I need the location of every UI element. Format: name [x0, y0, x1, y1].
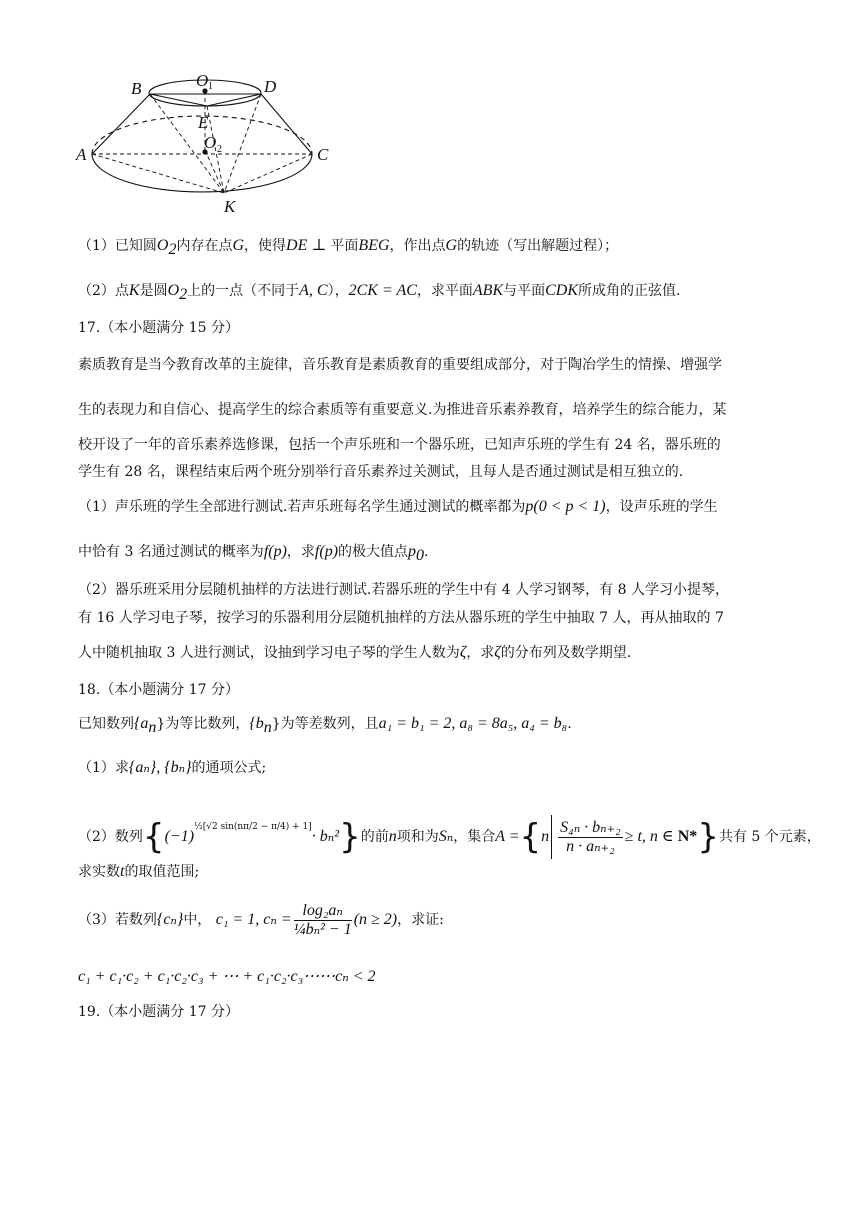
label-O2-sub: 2	[217, 144, 222, 155]
segment-CK	[224, 154, 312, 193]
side-line-AB	[92, 94, 150, 154]
q17-part2-line1: （2）器乐班采用分层随机抽样的方法进行测试.若器乐班的学生中有 4 人学习钢琴，有 8 人学习小提琴，	[78, 582, 729, 598]
segment-DK	[224, 94, 261, 193]
q17-header: 17.（本小题满分 15 分）	[78, 320, 239, 336]
q16-part1: （1）已知圆$O_2$内存在点G，使得DE ⊥ 平面BEG，作出点G的轨迹（写出解题过程）；	[78, 237, 619, 258]
q18-part1: （1）求{aₙ}, {bₙ}的通项公式;	[78, 759, 267, 776]
q18-intro: 已知数列$\{a_n\}$为等比数列，$\{b_n\}$为等差数列，且a₁ = b₁ = 2, a₈ = 8a₅, a₄ = b₈.	[78, 715, 572, 736]
q19-header: 19.（本小题满分 17 分）	[78, 1004, 239, 1020]
q17-part2-line2: 有 16 人学习电子琴，按学习的乐器利用分层随机抽样的方法从器乐班的学生中抽取 7 人，再从抽取的 7	[78, 610, 724, 626]
label-C: C	[317, 145, 329, 164]
label-B: B	[131, 79, 142, 98]
label-K: K	[224, 197, 236, 216]
label-D: D	[264, 77, 277, 96]
q18-header: 18.（本小题满分 17 分）	[78, 682, 239, 698]
q18-part3: （3）若数列{cₙ}中， c₁ = 1, cₙ = $\frac{\text{log₂aₙ}}{\text{¼bₙ² − 1}}$ (n ≥ 2)，求证:	[78, 901, 444, 938]
segment-AK	[92, 154, 224, 193]
q16-part2: （2）点K是圆$O_2$上的一点（不同于A, C），2CK = AC，求平面ABK与平面CDK所成角的正弦值.	[78, 282, 681, 303]
label-O1-sub: 1	[208, 81, 213, 92]
q17-part1-line1: （1）声乐班的学生全部进行测试.若声乐班每名学生通过测试的概率都为p(0 < p < 1)，设声乐班的学生	[78, 498, 718, 515]
label-E: E	[198, 113, 209, 132]
geometry-figure	[74, 66, 344, 216]
label-O1: O	[196, 71, 209, 90]
q17-para-line-1: 素质教育是当今教育改革的主旋律，音乐教育是素质教育的重要组成部分，对于陶冶学生的情操、增强学	[78, 357, 722, 373]
label-O2: O	[204, 133, 217, 152]
q18-part2: （2）数列$\{(-1)^{\frac{1}{2}[√2 sin(n\pi/2 - \pi/4) + 1]}\cdot b_n^2\}$的前n项和为Sₙ，集合A ={n $\frac{\text{S₄ₙ · bₙ₊₂}}{\text{n · aₙ₊₂}}$ ≥ t, n ∈ N*}共有 5 个元素，	[78, 817, 821, 857]
label-A: A	[76, 145, 87, 164]
q18-part3-inequality: c₁ + c₁·c₂ + c₁·c₂·c₃ + ⋯ + c₁·c₂·c₃⋯⋯cₙ < 2	[78, 968, 376, 985]
q17-para-line-2: 生的表现力和自信心、提高学生的综合素质等有重要意义.为推进音乐素养教育，培养学生的综合能力，某	[78, 402, 727, 418]
q17-part1-line2: 中恰有 3 名通过测试的概率为f(p)，求f(p)的极大值点$p_0$.	[78, 543, 429, 564]
q17-part2-line3: 人中随机抽取 3 人进行测试，设抽到学习电子琴的学生人数为ζ，求ζ的分布列及数学期望.	[78, 644, 632, 661]
segment-O2K	[205, 150, 224, 193]
q17-para-line-3: 校开设了一年的音乐素养选修课，包括一个声乐班和一个器乐班，已知声乐班的学生有 24 名，器乐班的	[78, 437, 721, 453]
q18-part2-line2: 求实数t的取值范围;	[78, 863, 200, 880]
q17-para-line-4: 学生有 28 名，课程结束后两个班分别举行音乐素养过关测试，且每人是否通过测试是相互独立的.	[78, 464, 684, 480]
